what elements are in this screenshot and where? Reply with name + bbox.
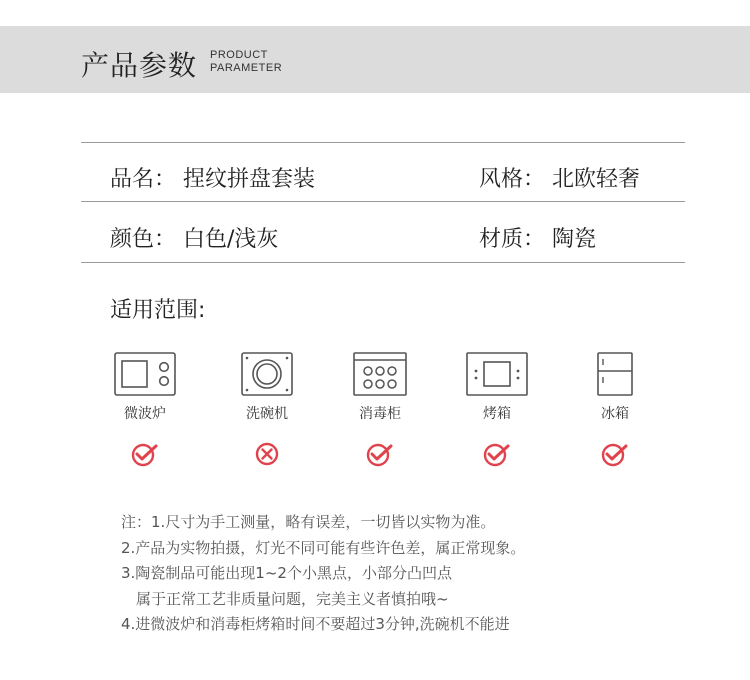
usage-item-oven	[457, 351, 537, 467]
spec-style: 风格： 北欧轻奢	[479, 167, 640, 192]
usage-item-label: 微波炉	[124, 406, 166, 422]
usage-item-label: 洗碗机	[246, 406, 288, 422]
usage-item-sterilizer-cabinet	[340, 351, 420, 467]
check-icon	[482, 441, 512, 467]
usage-item-label: 冰箱	[601, 406, 629, 422]
dishwasher-icon	[240, 351, 294, 397]
microwave-icon	[112, 351, 178, 397]
oven-icon	[464, 351, 530, 397]
usage-title: 适用范围:	[110, 298, 206, 323]
spec-color: 颜色： 白色/浅灰	[110, 227, 279, 252]
usage-item-label: 消毒柜	[359, 406, 401, 422]
usage-item-microwave	[105, 351, 185, 467]
note-line: 4.进微波炉和消毒柜烤箱时间不要超过3分钟,洗碗机不能进	[121, 615, 510, 633]
check-icon	[600, 441, 630, 467]
usage-item-refrigerator	[575, 351, 655, 467]
note-line: 注：1.尺寸为手工测量，略有误差，一切皆以实物为准。	[121, 513, 496, 531]
check-icon	[130, 441, 160, 467]
section-title-english-line2: PARAMETER	[210, 62, 283, 74]
sterilizer-cabinet-icon	[352, 351, 408, 397]
spec-material: 材质： 陶瓷	[479, 227, 596, 252]
section-title: 产品参数	[81, 49, 198, 82]
note-line: 属于正常工艺非质量问题，完美主义者慎拍哦~	[136, 589, 449, 608]
note-line: 3.陶瓷制品可能出现1~2个小黑点，小部分凸凹点	[121, 564, 452, 582]
divider	[81, 201, 685, 202]
divider	[81, 142, 685, 143]
check-icon	[365, 441, 395, 467]
note-line: 2.产品为实物拍摄，灯光不同可能有些许色差，属正常现象。	[121, 538, 526, 557]
refrigerator-icon	[595, 351, 635, 397]
section-title-english-line1: PRODUCT	[210, 49, 268, 61]
usage-item-label: 烤箱	[483, 406, 511, 422]
section-title-english	[210, 49, 282, 75]
divider	[81, 262, 685, 263]
usage-item-dishwasher	[227, 351, 307, 467]
cross-icon	[252, 441, 282, 467]
notes	[121, 510, 525, 638]
spec-product-name: 品名： 捏纹拼盘套装	[110, 167, 315, 192]
